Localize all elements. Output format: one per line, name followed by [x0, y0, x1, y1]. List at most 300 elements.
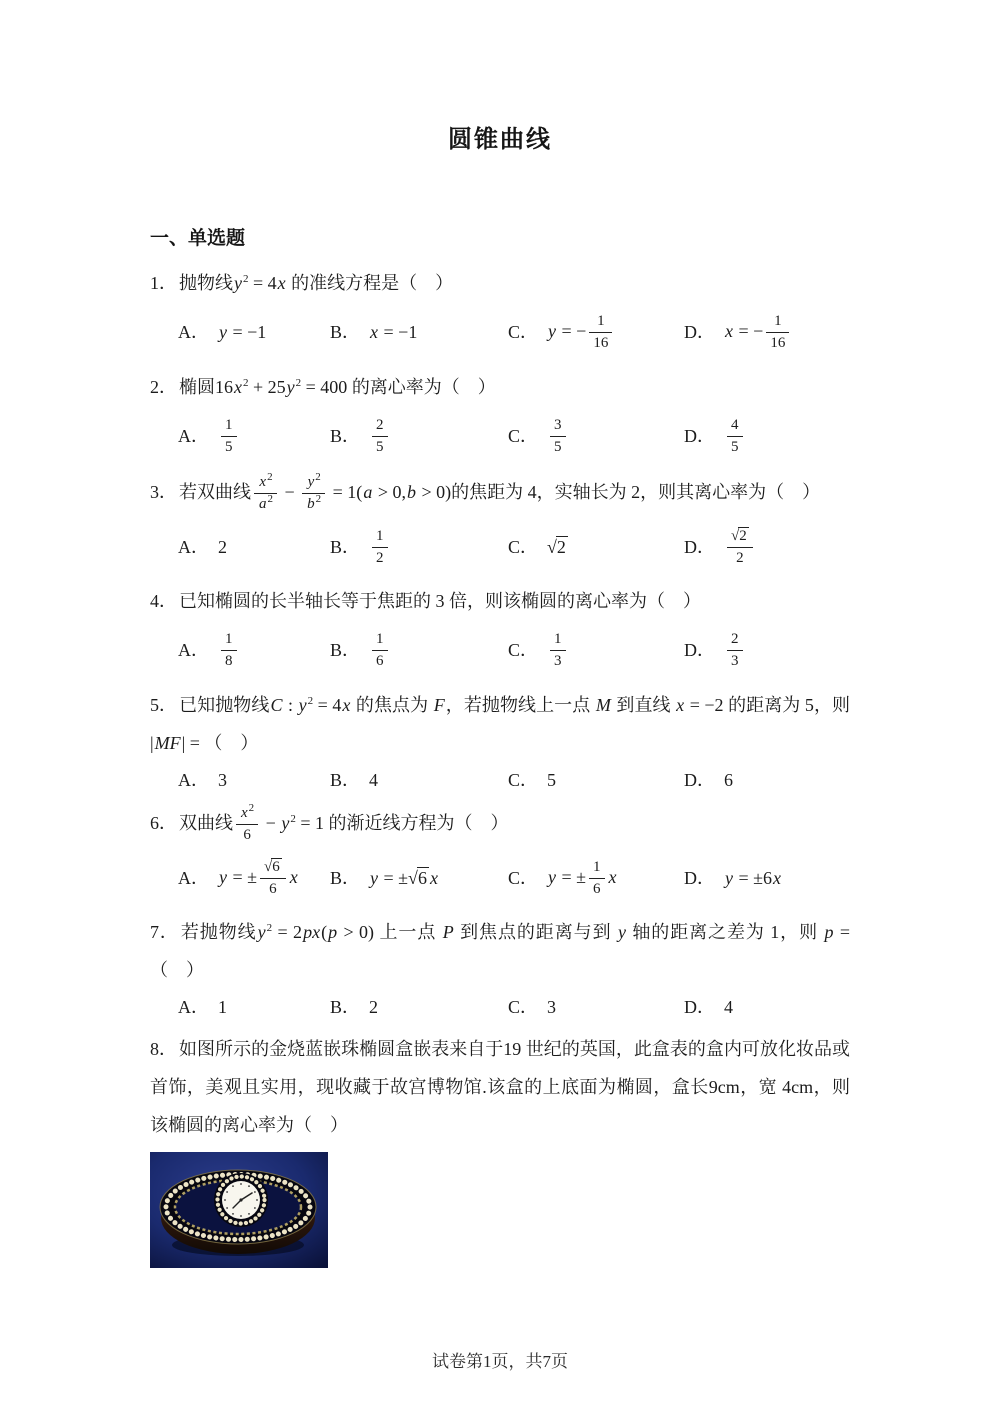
- question: [150, 368, 850, 460]
- option: [684, 414, 850, 460]
- fraction-numerator: [766, 312, 789, 332]
- option-content: [547, 628, 569, 674]
- question: [150, 264, 850, 356]
- text-fragment: 的准线方程是（ ）: [286, 273, 454, 293]
- option: [178, 414, 330, 460]
- math-variable: C: [270, 694, 283, 715]
- option-content: [724, 628, 746, 674]
- math-fragment: 5: [547, 769, 557, 790]
- math-fragment: 5: [731, 438, 739, 455]
- option-label: D．: [684, 536, 715, 557]
- math-fragment: = −1: [379, 322, 418, 343]
- fraction: [550, 416, 566, 458]
- option-content: [218, 414, 240, 460]
- option: [330, 868, 508, 889]
- math-fragment: = 1(: [328, 481, 363, 502]
- math-fragment: = 4: [313, 694, 342, 715]
- text-fragment: （ ）: [204, 732, 259, 753]
- math-fragment: 8: [225, 653, 233, 670]
- math-fragment: 4cm: [782, 1076, 814, 1097]
- math-fragment: =: [834, 922, 851, 943]
- option: [684, 868, 850, 889]
- math-fragment: 2: [376, 549, 384, 566]
- math-variable: x: [608, 866, 617, 887]
- fraction-numerator: [550, 630, 566, 650]
- math-variable: y: [617, 922, 626, 943]
- option-content: [369, 868, 439, 889]
- fraction-numerator: [727, 416, 743, 436]
- math-fragment: 16: [770, 335, 786, 352]
- math-fragment: 4: [724, 997, 733, 1018]
- math-fragment: 4: [731, 416, 739, 433]
- math-fragment: 1: [597, 313, 605, 329]
- math-variable: x: [234, 376, 242, 397]
- page-footer: 试卷第1页，共7页: [432, 1352, 568, 1371]
- fraction: [221, 416, 237, 458]
- text-fragment: 该盒的上底面为椭圆，盒长: [486, 1076, 709, 1097]
- square-root: [264, 859, 282, 876]
- fraction-denominator: [372, 436, 388, 457]
- fraction-denominator: [550, 650, 566, 671]
- math-fragment: −: [261, 813, 281, 834]
- superscript: 2: [307, 694, 314, 707]
- question: [150, 802, 850, 901]
- math-fragment: 6: [272, 858, 280, 875]
- math-fragment: 6: [593, 880, 601, 897]
- question-stem: [150, 1030, 850, 1144]
- option-content: [547, 997, 556, 1018]
- option: [684, 628, 850, 674]
- option-content: [369, 525, 391, 571]
- text-fragment: 的渐近线方程为（ ）: [323, 813, 509, 834]
- math-fragment: 6: [269, 880, 277, 897]
- math-fragment: 6: [376, 653, 384, 670]
- math-fragment: 6: [243, 827, 251, 844]
- option: [330, 322, 508, 343]
- question-number: 4．: [150, 591, 177, 611]
- radical-sign: √: [547, 536, 556, 557]
- math-fragment: 1: [376, 631, 384, 647]
- question: [150, 471, 850, 570]
- question-list: [150, 264, 850, 1268]
- fraction-numerator: [236, 804, 258, 824]
- fraction-numerator: [727, 527, 753, 547]
- option-label: C．: [508, 868, 539, 889]
- math-fragment: 2: [369, 997, 379, 1018]
- question-stem: [150, 913, 850, 989]
- math-fragment: = −1: [228, 322, 267, 343]
- fraction-denominator: [589, 878, 605, 899]
- option-label: B．: [330, 425, 361, 446]
- math-fragment: 5: [554, 438, 562, 455]
- fraction-numerator: [302, 473, 325, 493]
- option-content: [547, 414, 569, 460]
- options-row: [150, 525, 850, 571]
- math-variable: x: [725, 320, 733, 341]
- option-content: [547, 537, 568, 558]
- math-variable: x: [773, 868, 782, 889]
- option-label: D．: [684, 868, 715, 889]
- fraction-numerator: [372, 527, 388, 547]
- option-content: [369, 997, 378, 1018]
- question-stem: [150, 802, 850, 848]
- superscript: 2: [243, 273, 249, 285]
- math-variable: x: [259, 474, 267, 490]
- fraction: [589, 312, 612, 354]
- option-label: A．: [178, 868, 209, 889]
- fraction-numerator: [589, 312, 612, 332]
- radicand: [556, 536, 568, 557]
- fraction-denominator: [589, 332, 612, 353]
- option-content: [547, 856, 618, 902]
- option-content: [218, 856, 299, 902]
- fraction: [589, 858, 605, 900]
- math-variable: x: [241, 805, 248, 822]
- math-fragment: 3: [218, 769, 227, 790]
- math-variable: p: [328, 922, 338, 943]
- math-variable: px: [303, 922, 321, 943]
- option: [508, 628, 684, 674]
- text-fragment: 已知抛物线: [179, 694, 270, 715]
- radical-sign: √: [408, 868, 417, 889]
- watch-box-image: [150, 1152, 328, 1268]
- math-fragment: 3: [554, 416, 562, 433]
- math-variable: y: [281, 813, 290, 834]
- question-number: 2．: [150, 376, 177, 397]
- fraction-numerator: [372, 630, 388, 650]
- text-fragment: 到直线: [611, 694, 676, 715]
- math-variable: x: [370, 322, 379, 343]
- fraction-denominator: [221, 650, 237, 671]
- superscript: 2: [290, 813, 296, 826]
- question-stem: [150, 582, 850, 620]
- page-title: 圆锥曲线: [448, 126, 552, 153]
- math-fragment: = 400: [301, 376, 348, 397]
- option-label: C．: [508, 640, 539, 661]
- math-fragment: + 25: [248, 376, 286, 397]
- option: [178, 856, 330, 902]
- math-variable: x: [429, 868, 438, 889]
- text-fragment: （ ）: [150, 960, 204, 981]
- option-label: A．: [178, 769, 209, 790]
- option: [508, 310, 684, 356]
- math-fragment: 16: [215, 376, 233, 397]
- option: [178, 997, 330, 1018]
- text-fragment: 若双曲线: [179, 481, 251, 502]
- options-row: [150, 628, 850, 674]
- option-content: [724, 868, 782, 889]
- option-content: [369, 628, 391, 674]
- superscript: 2: [248, 802, 255, 815]
- option: [330, 525, 508, 571]
- math-fragment: 1: [774, 313, 782, 329]
- option-content: [218, 537, 227, 558]
- fraction-numerator: [260, 858, 286, 878]
- math-fragment: 2: [736, 549, 744, 566]
- option-label: A．: [178, 997, 209, 1018]
- text-fragment: ，若抛物线上一点: [445, 694, 595, 715]
- fraction-denominator: [372, 547, 388, 568]
- text-fragment: 抛物线: [179, 273, 233, 293]
- text-fragment: 已知椭圆的长半轴长等于焦距的 3 倍，则该椭圆的离心率为（ ）: [179, 591, 701, 611]
- radicand: [738, 527, 749, 544]
- math-variable: y: [234, 273, 242, 293]
- option-content: [547, 770, 556, 791]
- question-number: 8．: [150, 1038, 178, 1059]
- math-fragment: 2: [218, 536, 227, 557]
- text-fragment: 的焦点为: [351, 694, 433, 715]
- fraction-denominator: [302, 493, 325, 514]
- math-fragment: 3: [731, 653, 739, 670]
- fraction-denominator: [727, 650, 743, 671]
- math-variable: x: [676, 694, 685, 715]
- math-fragment: 9cm: [708, 1076, 740, 1097]
- option-content: [218, 770, 227, 791]
- text-fragment: 如图所示的金烧蓝嵌珠椭圆盒嵌表来自于: [179, 1038, 504, 1059]
- math-fragment: 1: [593, 858, 601, 875]
- superscript: 2: [243, 376, 249, 389]
- fraction: [254, 473, 277, 515]
- option-content: [218, 628, 240, 674]
- radical-sign: √: [731, 527, 739, 544]
- option-content: [369, 770, 378, 791]
- math-fragment: 5: [376, 438, 384, 455]
- fraction: [727, 630, 743, 672]
- fraction-denominator: [727, 547, 753, 568]
- option-label: C．: [508, 997, 539, 1018]
- math-fragment: 1: [218, 997, 227, 1018]
- text-fragment: 若抛物线: [180, 922, 257, 943]
- text-fragment: 世纪的英国，此盒表的盒内可放化妆品或首饰，美观且实用，现收藏于故宫博物馆: [150, 1038, 851, 1097]
- math-fragment: 2: [731, 631, 739, 647]
- option-content: [724, 525, 756, 571]
- option-content: [218, 322, 266, 343]
- text-fragment: 的离心率为（ ）: [347, 376, 496, 397]
- math-variable: P: [442, 922, 454, 943]
- option: [178, 628, 330, 674]
- option-label: D．: [684, 769, 715, 790]
- option: [508, 537, 684, 558]
- fraction: [221, 630, 237, 672]
- option: [508, 997, 684, 1018]
- page-content: [150, 226, 850, 1268]
- option-label: B．: [330, 769, 361, 790]
- option-content: [724, 997, 733, 1018]
- option: [178, 537, 330, 558]
- math-variable: a: [259, 496, 267, 513]
- math-variable: y: [219, 322, 227, 343]
- math-fragment: = −2: [685, 694, 724, 715]
- superscript: 2: [267, 493, 273, 506]
- math-fragment: 3: [554, 653, 562, 670]
- fraction-denominator: [254, 493, 277, 514]
- math-fragment: 5: [225, 438, 233, 455]
- question-number: 1．: [150, 273, 177, 293]
- option-content: [724, 770, 733, 791]
- math-fragment: −: [280, 481, 300, 502]
- math-variable: y: [548, 320, 557, 341]
- option: [330, 770, 508, 791]
- fraction: [550, 630, 566, 672]
- math-fragment: :: [283, 694, 298, 715]
- option-label: A．: [178, 640, 209, 661]
- text-fragment: ，宽: [739, 1076, 783, 1097]
- question-number: 3．: [150, 481, 177, 502]
- option-label: C．: [508, 425, 539, 446]
- option-content: [724, 310, 792, 356]
- square-root: [547, 537, 568, 558]
- math-variable: b: [307, 496, 315, 513]
- math-fragment: 1: [554, 631, 562, 647]
- question: [150, 582, 850, 674]
- option-label: C．: [508, 536, 539, 557]
- option: [178, 322, 330, 343]
- superscript: 2: [266, 922, 273, 935]
- math-variable: x: [342, 694, 351, 715]
- fraction: [236, 804, 258, 846]
- math-fragment: .: [482, 1076, 487, 1097]
- math-variable: y: [298, 694, 307, 715]
- math-variable: y: [307, 474, 315, 490]
- math-fragment: 2: [376, 416, 384, 433]
- fraction-denominator: [766, 332, 789, 353]
- math-variable: y: [725, 868, 733, 889]
- option-content: [369, 414, 391, 460]
- math-variable: y: [257, 922, 266, 943]
- text-fragment: 轴的距离之差为 1，则: [626, 922, 824, 943]
- fraction-numerator: [372, 416, 388, 436]
- option: [684, 997, 850, 1018]
- fraction-numerator: [221, 416, 237, 436]
- option-label: D．: [684, 997, 715, 1018]
- option-label: A．: [178, 425, 209, 446]
- superscript: 2: [295, 376, 302, 389]
- math-fragment: > 0,: [373, 481, 406, 502]
- option-content: [218, 997, 227, 1018]
- math-variable: b: [406, 481, 416, 502]
- math-fragment: > 0): [338, 922, 375, 943]
- text-fragment: ，则该椭圆的离心率为（ ）: [150, 1076, 851, 1135]
- square-root: [408, 868, 429, 889]
- option: [178, 770, 330, 791]
- option: [508, 856, 684, 902]
- math-variable: x: [277, 273, 286, 293]
- fraction-numerator: [550, 416, 566, 436]
- radicand: [417, 867, 429, 888]
- option: [684, 525, 850, 571]
- question-stem: [150, 368, 850, 406]
- question-number: 7．: [150, 922, 179, 943]
- math-fragment: = ±: [557, 866, 587, 887]
- math-fragment: = −: [734, 320, 764, 341]
- math-fragment: = ±: [228, 866, 258, 887]
- question: [150, 913, 850, 1018]
- math-fragment: 1: [376, 527, 384, 544]
- question-stem: [150, 686, 850, 762]
- fraction: [766, 312, 789, 354]
- text-fragment: 双曲线: [179, 813, 233, 834]
- option-content: [369, 322, 417, 343]
- watch-box-figure: [150, 1152, 328, 1268]
- math-variable: y: [548, 866, 557, 887]
- fraction-denominator: [372, 650, 388, 671]
- math-fragment: = ±: [379, 868, 409, 889]
- fraction: [372, 527, 388, 569]
- fraction: [372, 630, 388, 672]
- option: [508, 770, 684, 791]
- math-fragment: = ±6: [734, 868, 773, 889]
- math-variable: a: [363, 481, 373, 502]
- math-variable: y: [286, 376, 295, 397]
- fraction-numerator: [727, 630, 743, 650]
- math-fragment: 3: [547, 997, 557, 1018]
- option: [508, 414, 684, 460]
- text-fragment: 到焦点的距离与到: [454, 922, 617, 943]
- option-label: B．: [330, 868, 361, 889]
- math-variable: F: [433, 694, 445, 715]
- option-label: D．: [684, 425, 715, 446]
- options-row: [150, 770, 850, 791]
- fraction-numerator: [254, 473, 277, 493]
- math-variable: p: [824, 922, 834, 943]
- math-fragment: = 4: [248, 273, 277, 293]
- section-header: 一、单选题: [150, 228, 246, 249]
- option-label: D．: [684, 640, 715, 661]
- fraction: [260, 858, 286, 900]
- math-fragment: (: [321, 922, 328, 943]
- math-fragment: 6: [724, 769, 733, 790]
- option-label: A．: [178, 536, 209, 557]
- option-label: B．: [330, 997, 361, 1018]
- math-variable: MF: [154, 732, 181, 753]
- radicand: [271, 858, 282, 875]
- question: [150, 1030, 850, 1268]
- math-fragment: | =: [181, 732, 205, 753]
- fraction-numerator: [221, 630, 237, 650]
- question-stem: [150, 264, 850, 302]
- question-number: 6．: [150, 813, 177, 834]
- math-variable: x: [289, 866, 298, 887]
- math-fragment: |: [150, 732, 154, 753]
- question-number: 5．: [150, 694, 178, 715]
- fraction: [372, 416, 388, 458]
- fraction-denominator: [236, 824, 258, 845]
- option-label: C．: [508, 322, 539, 343]
- text-fragment: 的距离为 5，则: [723, 694, 851, 715]
- fraction-denominator: [550, 436, 566, 457]
- math-fragment: = 1: [295, 813, 324, 834]
- math-fragment: 2: [739, 527, 747, 544]
- text-fragment: 的焦距为 4，实轴长为 2，则其离心率为（ ）: [451, 481, 821, 502]
- option: [330, 628, 508, 674]
- fraction-denominator: [221, 436, 237, 457]
- option-content: [547, 310, 615, 356]
- option: [684, 310, 850, 356]
- math-fragment: 16: [593, 335, 609, 352]
- option: [330, 997, 508, 1018]
- option-label: B．: [330, 536, 361, 557]
- square-root: [731, 528, 749, 545]
- fraction-denominator: [727, 436, 743, 457]
- option: [684, 770, 850, 791]
- superscript: 2: [315, 471, 321, 483]
- math-fragment: > 0): [416, 481, 452, 502]
- option-label: D．: [684, 322, 715, 343]
- math-variable: y: [370, 868, 379, 889]
- options-row: [150, 414, 850, 460]
- fraction: [727, 527, 753, 569]
- options-row: [150, 856, 850, 902]
